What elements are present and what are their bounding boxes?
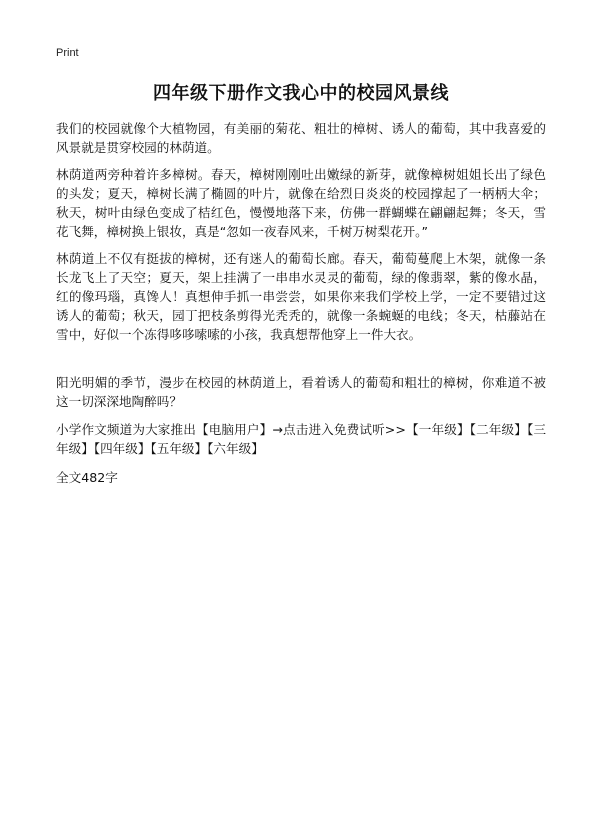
article-paragraph-2: 林荫道两旁种着许多樟树。春天，樟树刚刚吐出嫩绿的新芽，就像樟树姐姐长出了绿色的头发；夏天，樟树长满了椭圆的叶片，就像在给烈日炎炎的校园撑起了一柄柄大伞；秋天，树叶由绿色变成了桔红色，慢慢地落下来，仿佛一群蝴蝶在翩翩起舞；冬天，雪花飞舞，樟树换上银妆，真是“忽如一夜春风来，千树万树梨花开。” (56, 167, 546, 239)
grade-5-link[interactable]: 【五年级】 (150, 441, 208, 456)
grade-6-link[interactable]: 【六年级】 (207, 441, 264, 456)
article-paragraph-4: 阳光明媚的季节，漫步在校园的林荫道上，看着诱人的葡萄和粗壮的樟树，你难道不被这一切深深地陶醉吗？ (56, 375, 546, 409)
pc-user-link[interactable]: 【电脑用户】 (195, 422, 273, 437)
grade-2-link[interactable]: 【二年级】 (469, 422, 528, 437)
article-paragraph-3: 林荫道上不仅有挺拔的樟树，还有迷人的葡萄长廊。春天，葡萄蔓爬上木架，就像一条长龙飞上了天空；夏天，架上挂满了一串串水灵灵的葡萄，绿的像翡翠，紫的像水晶，红的像玛瑙，真馋人！真想伸手抓一串尝尝，如果你来我们学校上学，一定不要错过这诱人的葡萄；秋天，园丁把枝条剪得光秃秃的，就像一条蜿蜒的电线；冬天，枯藤站在雪中，好似一个冻得哆哆嗦嗦的小孩，我真想帮他穿上一件大衣。 (56, 251, 546, 342)
grade-4-link[interactable]: 【四年级】 (93, 441, 151, 456)
grade-3-link[interactable]: 【三年级】 (56, 422, 547, 456)
grade-1-link[interactable]: 【一年级】 (405, 422, 470, 437)
article-paragraph-1: 我们的校园就像个大植物园，有美丽的菊花、粗壮的樟树、诱人的葡萄，其中我喜爱的风景就是贯穿校园的林荫道。 (56, 121, 546, 155)
promo-line (56, 420, 546, 458)
free-trial-link[interactable]: →点击进入免费试听>> (272, 422, 406, 437)
promo-prefix: 小学作文频道为大家推出 (56, 422, 196, 437)
article-title: 四年级下册作文我心中的校园风景线 (153, 83, 449, 104)
print-link[interactable]: Print (56, 47, 79, 59)
word-count: 全文482字 (56, 470, 118, 485)
